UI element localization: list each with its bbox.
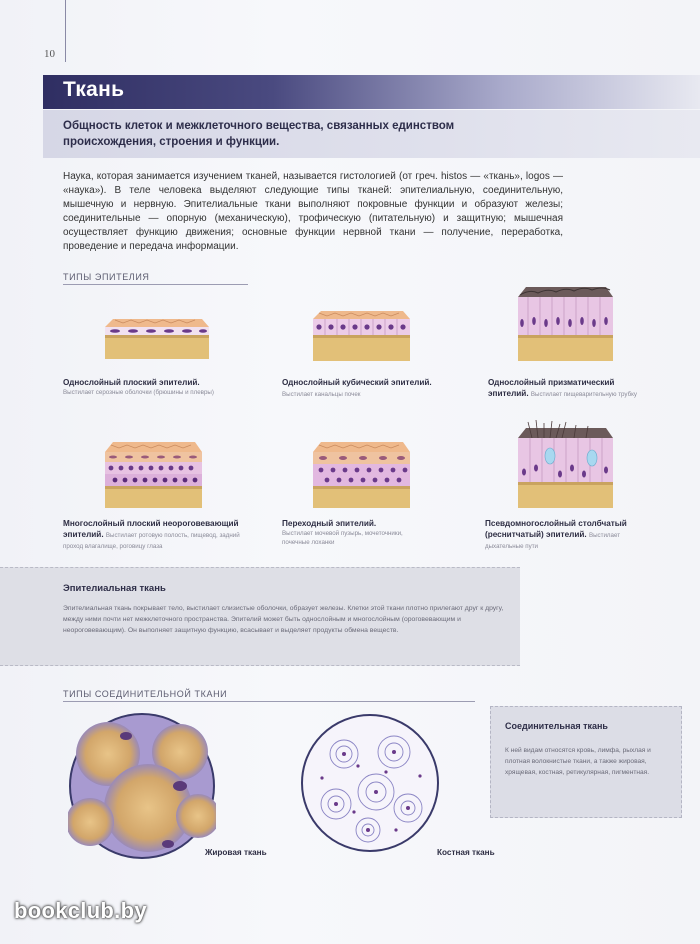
site-watermark: bookclub.by (14, 898, 147, 923)
squamous-epithelium-illustration (105, 315, 210, 365)
stratified-squamous-illustration (105, 440, 203, 512)
epithelial-tissue-box (0, 567, 520, 666)
epithelium-desc-5: Выстилает мочевой пузырь, мочеточники, почечные лоханки (282, 530, 403, 546)
title-bar (43, 75, 700, 109)
page-number: 10 (44, 48, 55, 60)
subtitle-box (43, 110, 700, 158)
epithelium-desc-6: Выстилает дыхательные пути (485, 532, 621, 550)
page-subtitle: Общность клеток и межклеточного вещества, связанных единством происхождения, строения и функции. (63, 120, 455, 148)
epithelium-name-6: Псевдомногослойный столбчатый (реснитчатый) эпителий. (485, 519, 627, 539)
epithelium-caption-4 (63, 518, 253, 551)
bone-tissue-illustration (300, 712, 440, 854)
bone-tissue-label: Костная ткань (437, 848, 495, 857)
epithelium-caption-5 (282, 518, 432, 547)
page-title: Ткань (63, 78, 125, 101)
epithelium-name-1: Однослойный плоский эпителий. (63, 378, 200, 387)
margin-line (65, 0, 66, 62)
epithelium-desc-3: Выстилает пищеварительную трубку (530, 391, 638, 398)
epithelial-box-text: Эпителиальная ткань покрывает тело, выстилает слизистые оболочки, образует железы. Клетки этой ткани плотно прилегают друг к другу, между ними почти нет межклеточного пространства. Эпителий может быть однослойным и многослойным (ороговевающим и неороговевающим). Он выполняет защитную функцию, всасывает и выделяет продукты обмена веществ. (63, 605, 504, 634)
epithelium-caption-6 (485, 518, 655, 551)
epithelium-name-2: Однослойный кубический эпителий. (282, 378, 432, 387)
epithelium-caption-1 (63, 377, 233, 397)
epithelium-section-title: ТИПЫ ЭПИТЕЛИЯ (63, 272, 150, 282)
connective-box-text: К ней видам относятся кровь, лимфа, рыхлая и плотная волокнистые ткани, а также жировая, хрящевая, костная, ретикулярная, пигментная. (505, 747, 651, 776)
connective-section-title: ТИПЫ СОЕДИНИТЕЛЬНОЙ ТКАНИ (63, 689, 228, 699)
epithelium-name-4: Многослойный плоский неороговевающий эпителий. (63, 519, 239, 539)
epithelium-caption-3 (488, 377, 648, 399)
intro-paragraph: Наука, которая занимается изучением тканей, называется гистологией (от греч. histos — «ткань», logos — «наука»). В теле человека выделяют следующие типы тканей: эпителиальную, соединительную, мышечную и нервную. Эпителиальные ткани выполняют покровные функции и образуют железы; соединительные — опорную (механическую), трофическую (питательную) и защитную; мышечная осуществляет функцию движения; основные функции нервной ткани — получение, переработка, проведение и передача информации. (63, 171, 563, 252)
epithelium-desc-2: Выстилает канальцы почек (282, 391, 361, 398)
columnar-epithelium-illustration (518, 283, 614, 365)
adipose-tissue-illustration (68, 712, 216, 860)
section-divider (63, 701, 475, 702)
section-divider (63, 284, 248, 285)
epithelium-name-5: Переходный эпителий. (282, 519, 377, 528)
epithelial-box-heading: Эпителиальная ткань (63, 583, 166, 594)
epithelium-name-3: Однослойный призматический эпителий. (488, 378, 615, 398)
connective-box-heading: Соединительная ткань (505, 721, 608, 731)
epithelium-desc-1: Выстилает серозные оболочки (брюшины и плевры) (63, 389, 214, 396)
adipose-tissue-label: Жировая ткань (205, 848, 267, 857)
connective-tissue-box (490, 706, 682, 818)
cuboidal-epithelium-illustration (313, 309, 411, 365)
transitional-epithelium-illustration (313, 440, 411, 512)
epithelium-caption-2 (282, 377, 442, 399)
pseudostratified-epithelium-illustration (518, 420, 614, 512)
epithelium-desc-4: Выстилает ротовую полость, пищевод, задний проход влагалище, роговицу глаза (63, 532, 240, 550)
